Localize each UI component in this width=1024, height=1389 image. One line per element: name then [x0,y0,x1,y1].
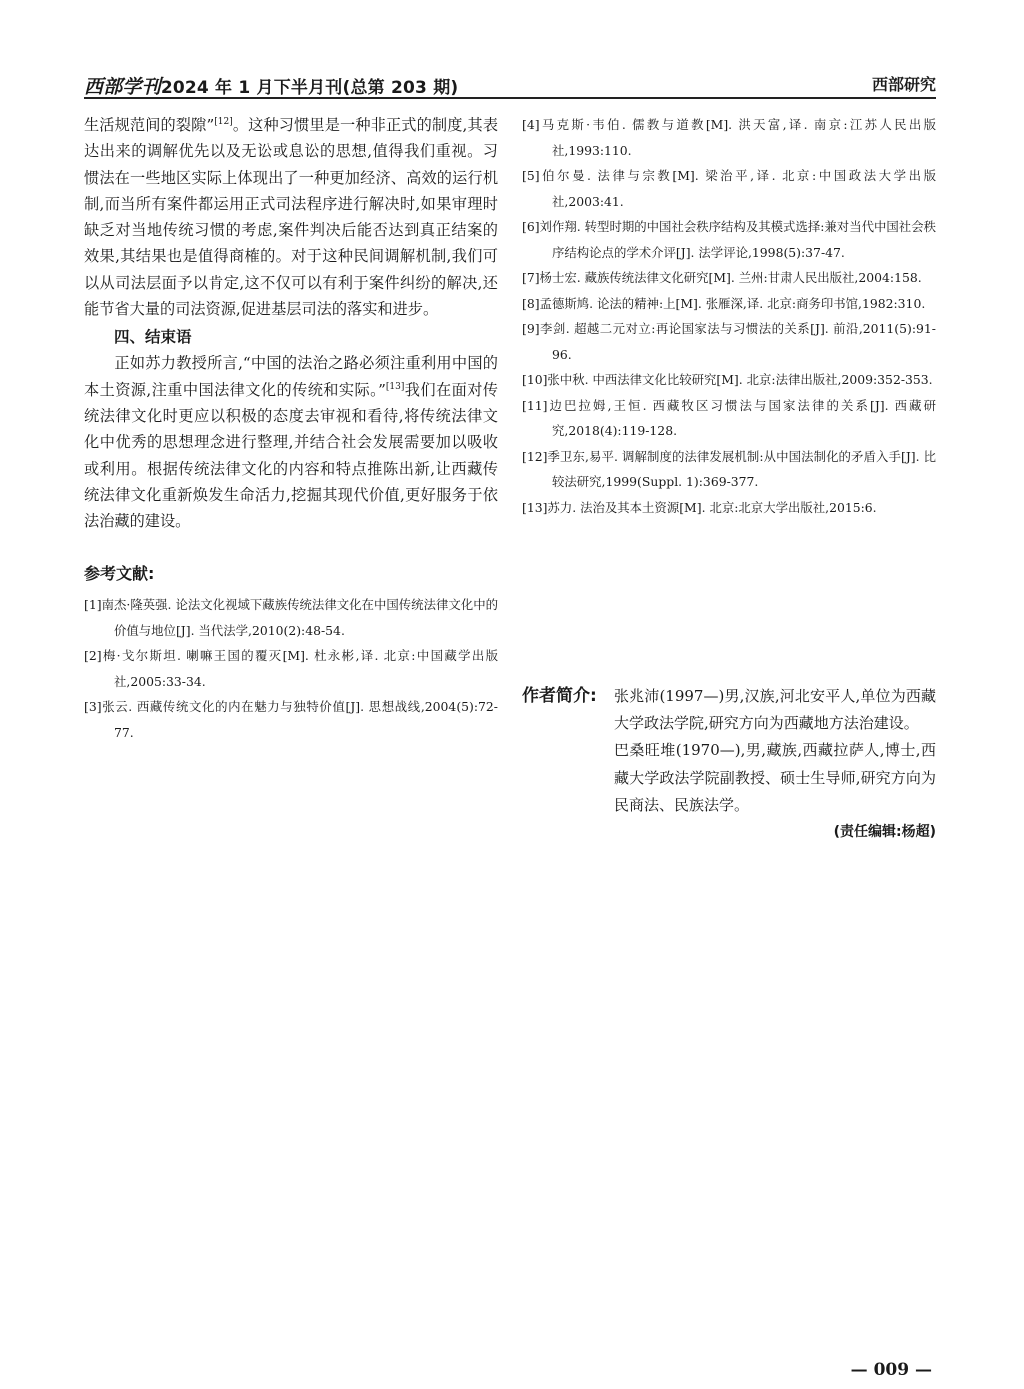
reference-list-right [522,112,936,520]
citation-13[interactable]: [13] [385,381,405,392]
reference-item: [13]苏力. 法治及其本土资源[M]. 北京:北京大学出版社,2015:6. [522,499,877,515]
reference-item: [10]张中秋. 中西法律文化比较研究[M]. 北京:法律出版社,2009:352-353. [522,372,933,387]
author-bio [614,683,936,819]
issue-info: 2024 年 1 月下半月刊(总第 203 期) [160,78,459,98]
reference-item: [7]杨士宏. 藏族传统法律文化研究[M]. 兰州:甘肃人民出版社,2004:158. [522,270,922,285]
reference-item: [5]伯尔曼. 法律与宗教[M]. 梁治平,译. 北京:中国政法大学出版社,2003:41. [522,168,936,209]
reference-item: [9]李剑. 超越二元对立:再论国家法与习惯法的关系[J]. 前沿,2011(5):91-96. [522,321,936,362]
reference-list-left [84,592,498,745]
right-column [522,112,936,520]
journal-issue [84,72,458,99]
left-column [84,112,498,745]
author-bio-2: 巴桑旺堆(1970—),男,藏族,西藏拉萨人,博士,西藏大学政法学院副教授、硕士生导师,研究方向为民商法、民族法学。 [614,741,936,814]
section-heading-conclusion: 四、结束语 [114,328,192,347]
author-label: 作者简介: [522,686,597,706]
reference-item: [8]孟德斯鸠. 论法的精神:上[M]. 张雁深,译. 北京:商务印书馆,1982:310. [522,295,926,311]
page-number: — 009 — [850,1360,932,1380]
reference-item: [12]季卫东,易平. 调解制度的法律发展机制:从中国法制化的矛盾入手[J]. 比较法研究,1999(Suppl. 1):369-377. [522,448,936,489]
citation-12[interactable]: [12] [214,117,233,127]
reference-item: [1]南杰·隆英强. 论法文化视域下藏族传统法律文化在中国传统法律文化中的价值与地位[J]. 当代法学,2010(2):48-54. [84,597,498,638]
reference-item: [6]刘作翔. 转型时期的中国社会秩序结构及其模式选择:兼对当代中国社会秩序结构论点的学术介评[J]. 法学评论,1998(5):37-47. [522,219,936,260]
author-bio-1: 张兆沛(1997—)男,汉族,河北安平人,单位为西藏大学政法学院,研究方向为西藏地方法治建设。 [614,687,936,733]
section-name: 西部研究 [871,75,936,94]
references-heading: 参考文献: [84,564,155,584]
page-header [84,68,936,98]
body-paragraph-2: 正如苏力教授所言,“中国的法治之路必须注重利用中国的本土资源,注重中国法律文化的传统和实际。”[13]我们在面对传统法律文化时更应以积极的态度去审视和看待,将传统法律文化中优秀的思想理念进行整理,并结合社会发展需要加以吸收或利用。根据传统法律文化的内容和特点推陈出新,让西藏传统法律文化重新焕发生命活力,挖掘其现代价值,更好服务于依法治藏的建设。 [84,354,498,531]
reference-item: [11]边巴拉姆,王恒. 西藏牧区习惯法与国家法律的关系[J]. 西藏研究,2018(4):119-128. [522,397,936,438]
author-info [522,683,936,845]
header-rule [84,97,936,99]
responsible-editor: (责任编辑:杨超) [833,824,936,841]
body-paragraph-1: 生活规范间的裂隙”[12]。这种习惯里是一种非正式的制度,其表达出来的调解优先以及无讼或息讼的思想,值得我们重视。习惯法在一些地区实际上体现出了一种更加经济、高效的运行机制,而当所有案件都运用正式司法程序进行解决时,如果审理时缺乏对当地传统习惯的考虑,案件判决后能否达到真正结案的效果,其结果也是值得商榷的。对于这种民间调解机制,我们可以从司法层面予以肯定,这不仅可以有利于案件纠纷的解决,还能节省大量的司法资源,促进基层司法的落实和进步。 [84,116,499,319]
reference-item: [4]马克斯·韦伯. 儒教与道教[M]. 洪天富,译. 南京:江苏人民出版社,1993:110. [522,117,936,158]
reference-item: [2]梅·戈尔斯坦. 喇嘛王国的覆灭[M]. 杜永彬,译. 北京:中国藏学出版社,2005:33-34. [84,648,498,689]
reference-item: [3]张云. 西藏传统文化的内在魅力与独特价值[J]. 思想战线,2004(5):72-77. [84,699,498,740]
journal-logo: 西部学刊 [84,76,161,98]
